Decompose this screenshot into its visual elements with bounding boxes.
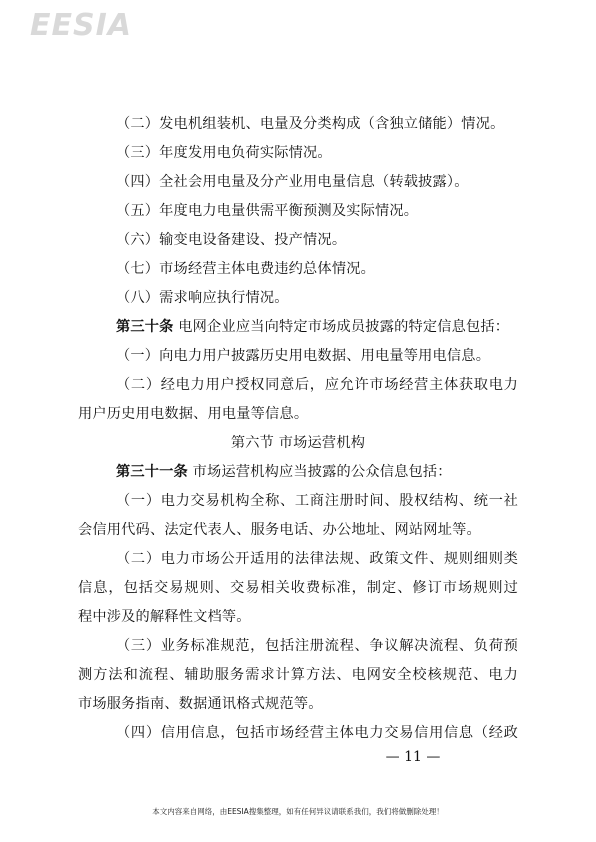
- text-line: （一）向电力用户披露历史用电数据、用电量等用电信息。: [116, 348, 491, 364]
- text-line: （二）电力市场公开适用的法律法规、政策文件、规则细则类: [116, 551, 518, 567]
- text-line: （三）年度发用电负荷实际情况。: [116, 145, 332, 161]
- article-31-heading: 第三十一条 市场运营机构应当披露的公众信息包括：: [116, 464, 452, 480]
- text-line: （六）输变电设备建设、投产情况。: [116, 232, 347, 248]
- text-line: 会信用代码、法定代表人、服务电话、办公地址、网站网址等。: [78, 522, 481, 538]
- text-line: （七）市场经营主体电费违约总体情况。: [116, 261, 375, 277]
- text-line: 用户历史用电数据、用电量等信息。: [78, 406, 309, 422]
- text-line: （二）经电力用户授权同意后，应允许市场经营主体获取电力: [116, 377, 518, 393]
- text-line: （五）年度电力电量供需平衡预测及实际情况。: [116, 203, 419, 219]
- text-line: 市场服务指南、数据通讯格式规范等。: [78, 696, 323, 712]
- article-number: 第三十条: [116, 319, 174, 335]
- text-line: （三）业务标准规范，包括注册流程、争议解决流程、负荷预: [116, 638, 518, 654]
- text-line: 测方法和流程、辅助服务需求计算方法、电网安全校核规范、电力: [78, 667, 518, 683]
- article-30-heading: 第三十条 电网企业应当向特定市场成员披露的特定信息包括：: [116, 319, 510, 335]
- text-line: （八）需求响应执行情况。: [116, 290, 289, 306]
- page-number: — 11 —: [385, 749, 441, 765]
- footer-disclaimer: 本文内容来自网络，由EESIA搜集整理，如有任何异议请联系我们，我们将做删除处理！: [152, 807, 444, 816]
- text-line: （四）信用信息，包括市场经营主体电力交易信用信息（经政: [116, 725, 518, 741]
- text-line: 信息，包括交易规则、交易相关收费标准，制定、修订市场规则过: [78, 580, 518, 596]
- eesia-logo: EESIA: [30, 8, 132, 43]
- text-line: 程中涉及的解释性文档等。: [78, 609, 251, 625]
- article-number: 第三十一条: [116, 464, 188, 480]
- section-heading: 第六节 市场运营机构: [230, 435, 366, 451]
- text-line: （一）电力交易机构全称、工商注册时间、股权结构、统一社: [116, 493, 518, 509]
- text-line: （二）发电机组装机、电量及分类构成（含独立储能）情况。: [116, 116, 505, 132]
- text-line: （四）全社会用电量及分产业用电量信息（转载披露）。: [116, 174, 469, 190]
